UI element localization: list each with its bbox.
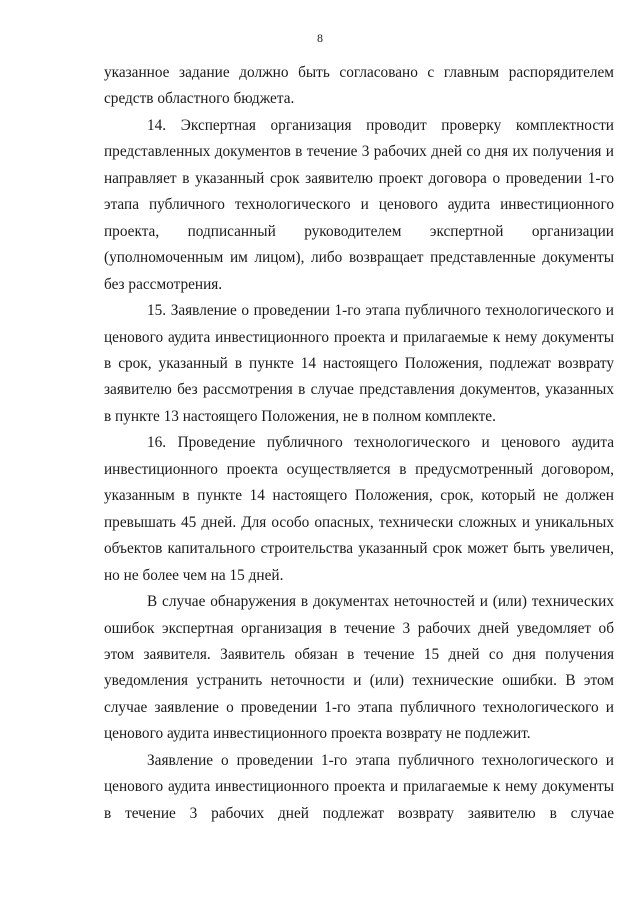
paragraph-clause-16: 16. Проведение публичного технологического и ценового аудита инвестиционного проекта осуществляется в предусмотренный договором, указанным в пункте 14 настоящего Положения, срок, который не должен превышать 45 дней. Для особо опасных, технически сложных и уникальных объектов капитального строительства указанный срок может быть увеличен, но не более чем на 15 дней. xyxy=(104,434,614,584)
paragraph-continuation: указанное задание должно быть согласовано с главным распорядителем средств областного бюджета. xyxy=(104,64,614,108)
paragraph-clause-15: 15. Заявление о проведении 1-го этапа публичного технологического и ценового аудита инвестиционного проекта и прилагаемые к нему документы в срок, указанный в пункте 14 настоящего Положения, подлежат возврату заявителю без рассмотрения в случае представления документов, указанных в пункте 13 настоящего Положения, не в полном комплекте. xyxy=(104,302,614,425)
paragraph-clause-16-return: Заявление о проведении 1-го этапа публичного технологического и ценового аудита инвестиционного проекта и прилагаемые к нему документы в течение 3 рабочих дней подлежат возврату заявителю в случае xyxy=(104,751,614,822)
paragraph-clause-14: 14. Экспертная организация проводит проверку комплектности представленных документов в течение 3 рабочих дней со дня их получения и направляет в указанный срок заявителю проект договора о проведении 1-го этапа публичного технологического и ценового аудита инвестиционного проекта, подписанный руководителем экспертной организации (уполномоченным им лицом), либо возвращает представленные документы без рассмотрения. xyxy=(104,116,614,293)
document-body xyxy=(104,60,614,827)
page-number: 8 xyxy=(317,31,323,45)
paragraph-clause-16-errors: В случае обнаружения в документах неточностей и (или) технических ошибок экспертная организация в течение 3 рабочих дней уведомляет об этом заявителя. Заявитель обязан в течение 15 дней со дня получения уведомления устранить неточности и (или) технические ошибки. В этом случае заявление о проведении 1-го этапа публичного технологического и ценового аудита инвестиционного проекта возврату не подлежит. xyxy=(104,593,614,743)
